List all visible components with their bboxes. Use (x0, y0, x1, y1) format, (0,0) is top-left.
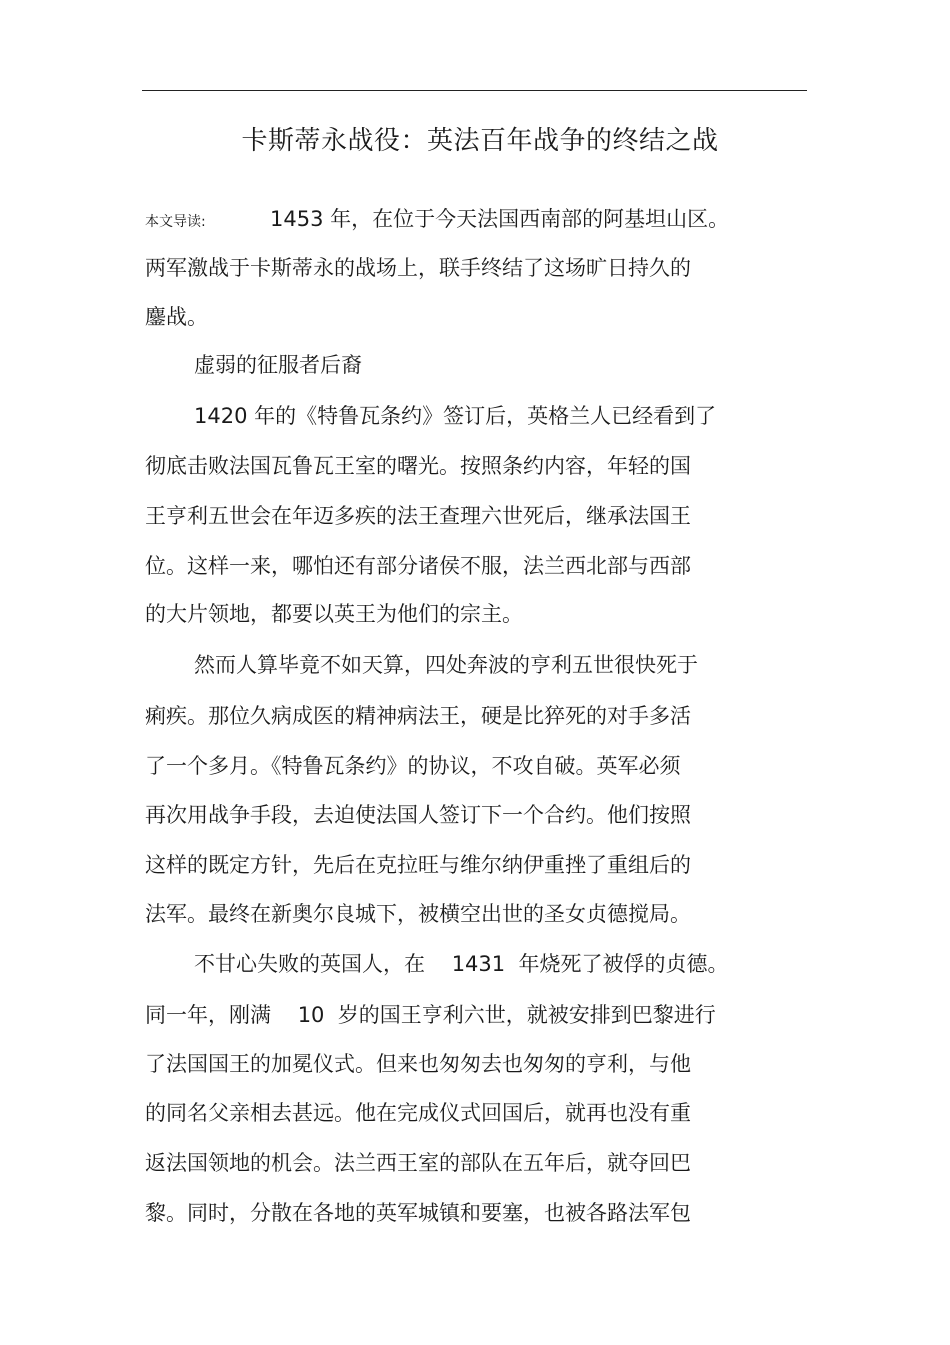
paragraph-line: 返法国领地的机会。法兰西王室的部队在五年后，就夺回巴 (145, 1151, 691, 1175)
intro-line (145, 204, 729, 237)
paragraph-line: 再次用战争手段，去迫使法国人签订下一个合约。他们按照 (145, 803, 691, 827)
paragraph-line: 1453 年，在位于今天法国西南部的阿基坦山区。 (270, 207, 730, 231)
document-title: 卡斯蒂永战役：英法百年战争的终结之战 (241, 126, 719, 156)
paragraph-line: 两军激战于卡斯蒂永的战场上，联手终结了这场旷日持久的 (145, 256, 691, 280)
paragraph-line: 的同名父亲相去甚远。他在完成仪式回国后，就再也没有重 (145, 1101, 691, 1125)
intro-label: 本文导读: (145, 214, 206, 230)
paragraph-line: 同一年，刚满 10 岁的国王亨利六世，就被安排到巴黎进行 (145, 1003, 716, 1027)
paragraph-line: 位。这样一来，哪怕还有部分诸侯不服，法兰西北部与西部 (145, 554, 691, 578)
paragraph-line: 黎。同时，分散在各地的英军城镇和要塞，也被各路法军包 (145, 1201, 691, 1225)
paragraph-line: 然而人算毕竟不如天算，四处奔波的亨利五世很快死于 (194, 653, 698, 677)
paragraph-line: 了法国国王的加冕仪式。但来也匆匆去也匆匆的亨利，与他 (145, 1052, 691, 1076)
paragraph-line: 痢疾。那位久病成医的精神病法王，硬是比猝死的对手多活 (145, 704, 691, 728)
paragraph-line: 1420 年的《特鲁瓦条约》签订后，英格兰人已经看到了 (194, 404, 717, 428)
paragraph-line: 的大片领地，都要以英王为他们的宗主。 (145, 602, 523, 626)
paragraph-line: 法军。最终在新奥尔良城下，被横空出世的圣女贞德搅局。 (145, 902, 691, 926)
header-rule (142, 90, 807, 91)
paragraph-line: 不甘心失败的英国人，在 1431 年烧死了被俘的贞德。 (194, 952, 729, 976)
paragraph-line: 彻底击败法国瓦鲁瓦王室的曙光。按照条约内容，年轻的国 (145, 454, 691, 478)
paragraph-line: 了一个多月。《特鲁瓦条约》的协议，不攻自破。英军必须 (145, 754, 681, 778)
paragraph-line: 王亨利五世会在年迈多疾的法王查理六世死后，继承法国王 (145, 504, 691, 528)
section-heading: 虚弱的征服者后裔 (194, 353, 362, 377)
paragraph-line: 这样的既定方针，先后在克拉旺与维尔纳伊重挫了重组后的 (145, 853, 691, 877)
paragraph-line: 鏖战。 (145, 305, 208, 329)
